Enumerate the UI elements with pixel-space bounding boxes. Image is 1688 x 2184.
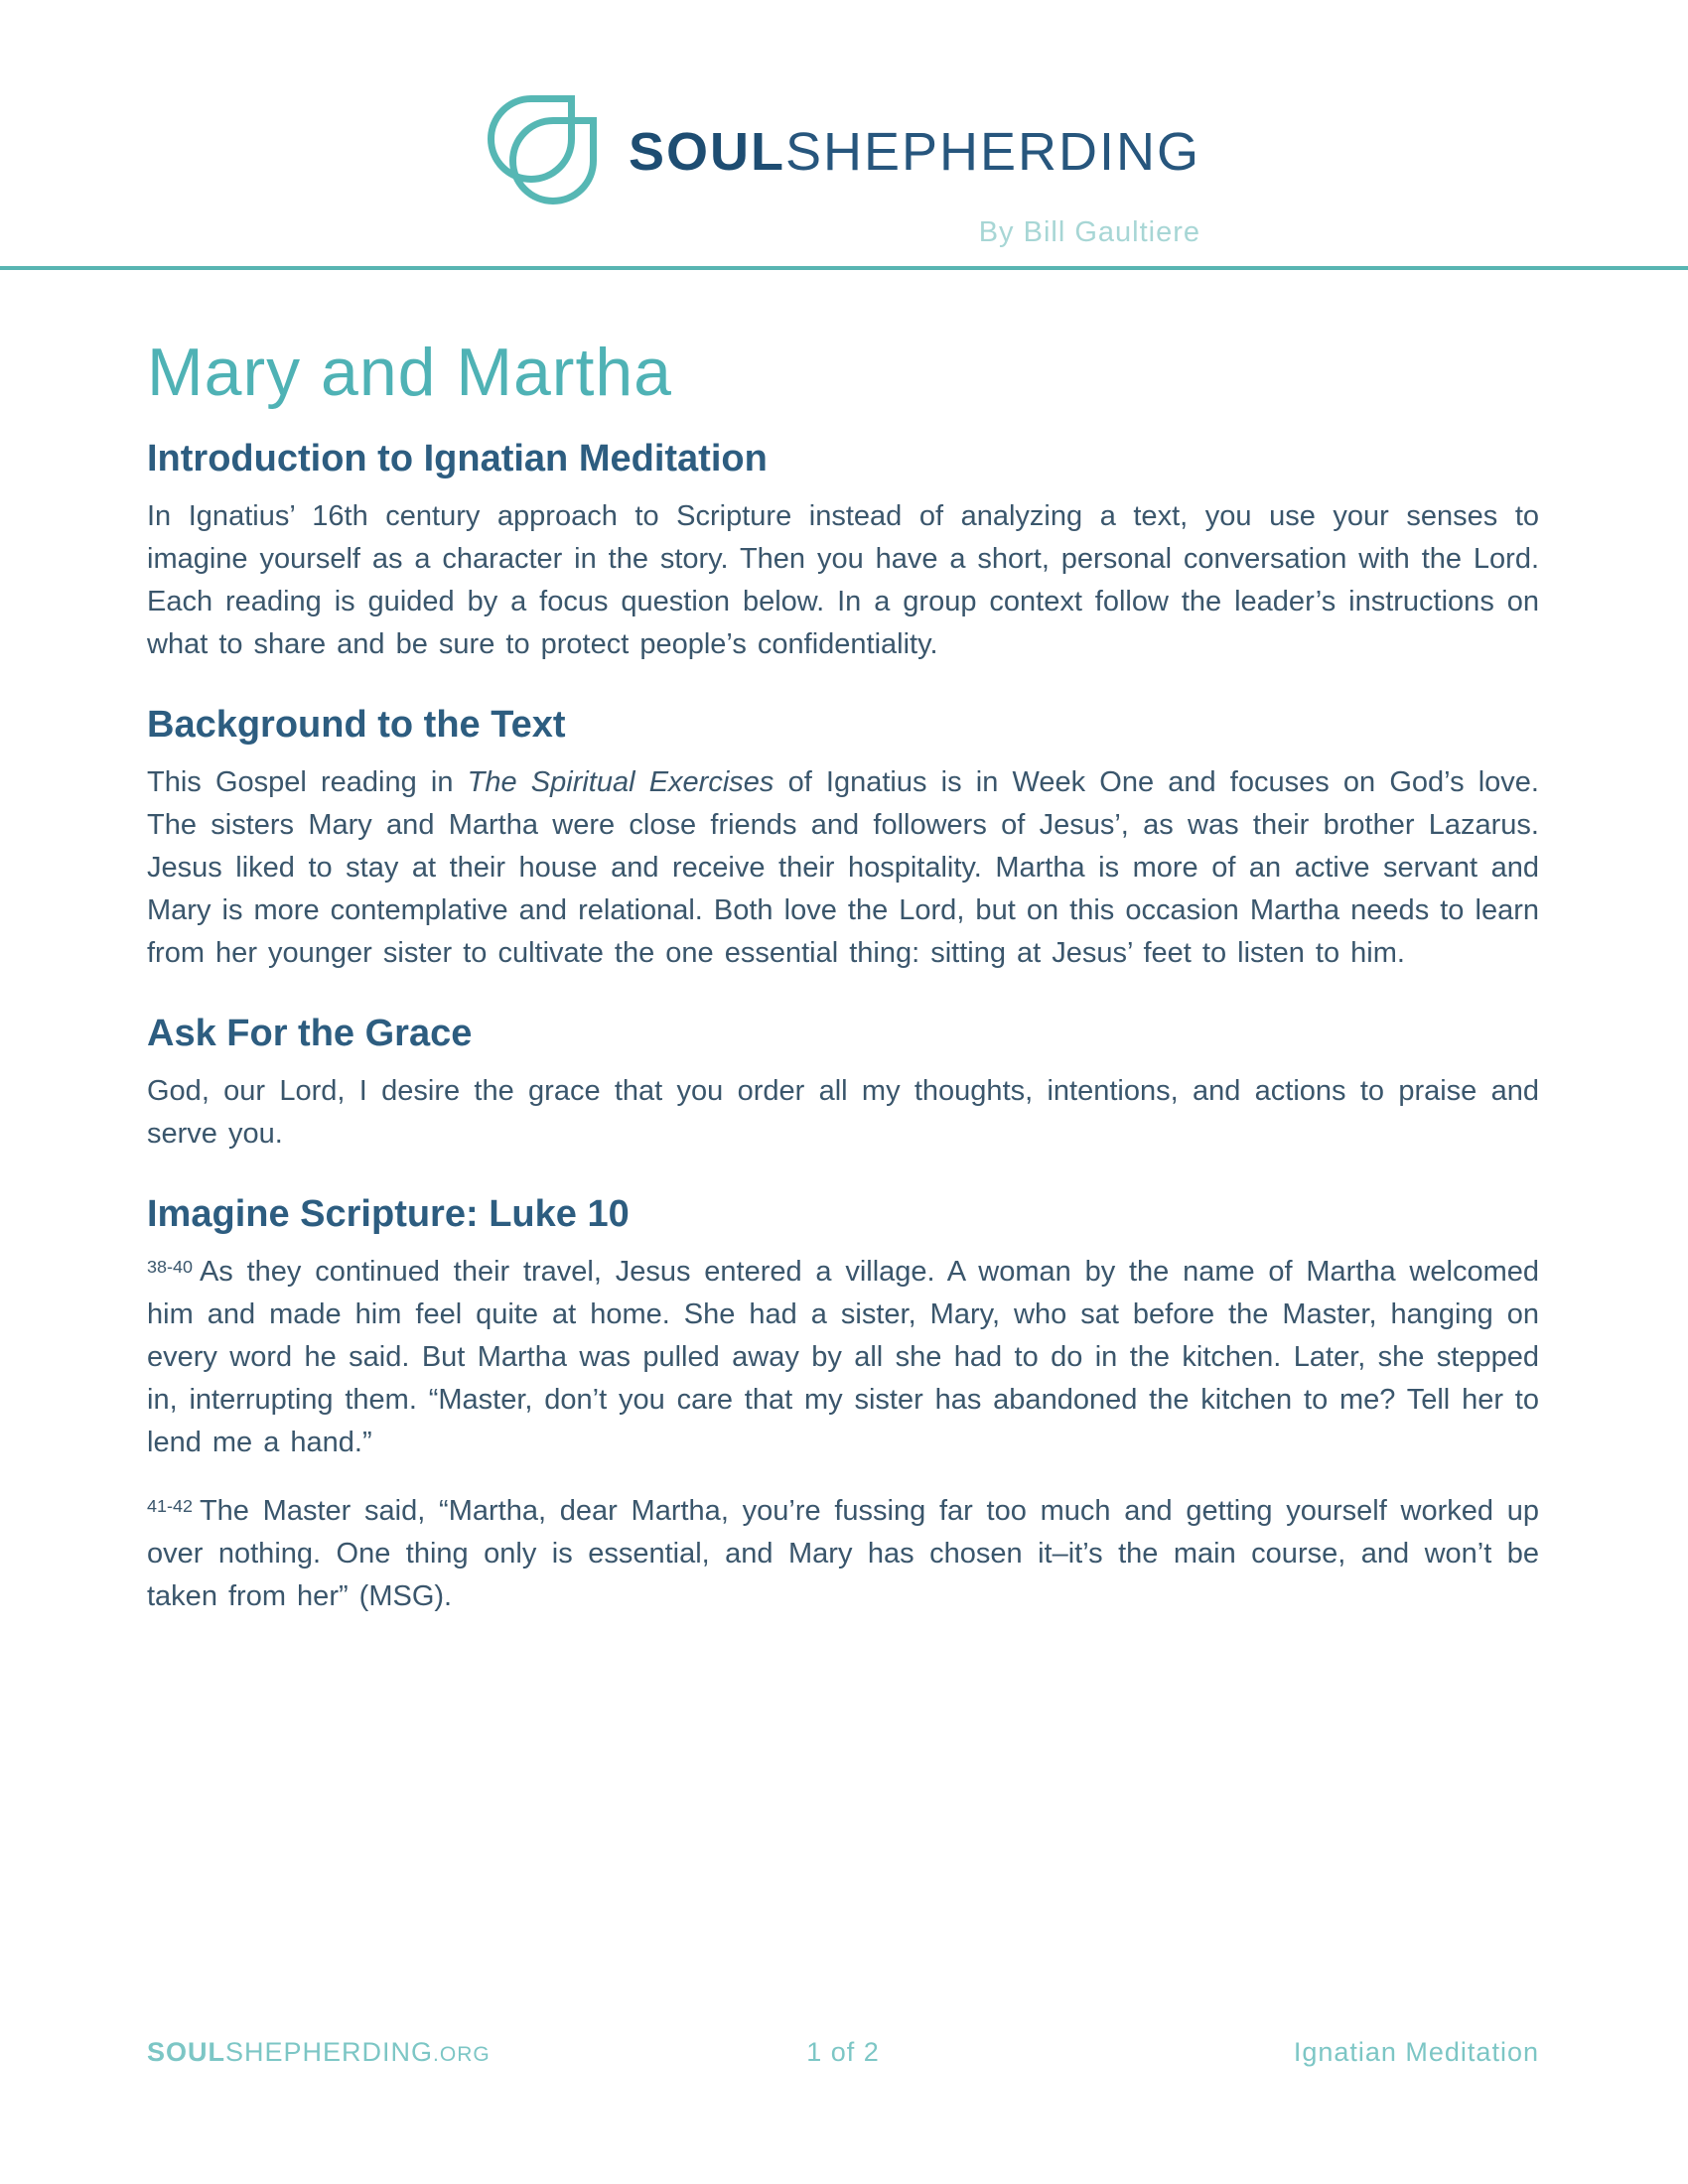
soul-shepherding-logo-icon bbox=[488, 91, 605, 212]
verse-reference-38-40: 38-40 bbox=[147, 1256, 193, 1277]
brand-block bbox=[488, 91, 1200, 249]
footer-doc-type: Ignatian Meditation bbox=[1293, 2037, 1539, 2067]
brand-wordmark bbox=[629, 121, 1200, 183]
section-heading-background: Background to the Text bbox=[147, 704, 566, 746]
paragraph-introduction: In Ignatius’ 16th century approach to Scripture instead of analyzing a text, you use your senses to imagine yourself as a character in the story. Then you have a short, personal conversation with the Lord. Each reading is guided by a focus question below. In a group context follow the leader’s instructions on what to share and be sure to protect people’s confidentiality. bbox=[147, 500, 1539, 660]
footer-site-name bbox=[147, 2037, 611, 2068]
header bbox=[0, 91, 1688, 249]
droplet-outline-front-icon bbox=[509, 117, 597, 205]
section-heading-scripture: Imagine Scripture: Luke 10 bbox=[147, 1193, 630, 1235]
scripture-passage-2 bbox=[147, 1490, 1539, 1618]
footer-site-tld: .ORG bbox=[433, 2043, 491, 2066]
page-footer bbox=[147, 2037, 1539, 2068]
document-content bbox=[147, 336, 1539, 1618]
background-text-before-italic: This Gospel reading in bbox=[147, 766, 468, 798]
brand-byline: By Bill Gaultiere bbox=[978, 216, 1201, 248]
section-heading-grace: Ask For the Grace bbox=[147, 1013, 473, 1054]
background-text-after-italic: of Ignatius is in Week One and focuses on God’s love. The sisters Mary and Martha were close friends and followers of Jesus’, as was their brother Lazarus. Jesus liked to stay at their house and receive their hospitality. Martha is more of an active servant and Mary is more contemplative and relational. Both love the Lord, but on this occasion Martha needs to learn from her younger sister to cultivate the one essential thing: sitting at Jesus’ feet to listen to him. bbox=[147, 766, 1539, 969]
footer-page-indicator: 1 of 2 bbox=[806, 2037, 880, 2067]
scripture-passage-1 bbox=[147, 1251, 1539, 1464]
header-divider-rule bbox=[0, 266, 1688, 270]
paragraph-grace: God, our Lord, I desire the grace that you order all my thoughts, intentions, and actions to praise and serve you. bbox=[147, 1075, 1539, 1150]
footer-site-shepherding: SHEPHERDING bbox=[225, 2037, 434, 2067]
scripture-text-2: The Master said, “Martha, dear Martha, you’re fussing far too much and getting yourself worked up over nothing. One thing only is essential, and Mary has chosen it–it’s the main course, and won’t be taken from her” (MSG). bbox=[147, 1495, 1539, 1612]
brand-wordmark-shepherding: SHEPHERDING bbox=[784, 122, 1201, 182]
book-title-spiritual-exercises: The Spiritual Exercises bbox=[467, 766, 774, 798]
brand-wordmark-soul: SOUL bbox=[628, 122, 785, 182]
paragraph-background bbox=[147, 761, 1539, 975]
footer-site-soul: SOUL bbox=[147, 2037, 226, 2067]
verse-reference-41-42: 41-42 bbox=[147, 1495, 193, 1516]
document-title: Mary and Martha bbox=[147, 335, 672, 410]
scripture-text-1: As they continued their travel, Jesus entered a village. A woman by the name of Martha welcomed him and made him feel quite at home. She had a sister, Mary, who sat before the Master, hanging on every word he said. But Martha was pulled away by all she had to do in the kitchen. Later, she stepped in, interrupting them. “Master, don’t you care that my sister has abandoned the kitchen to me? Tell her to lend me a hand.” bbox=[147, 1256, 1539, 1458]
section-heading-introduction: Introduction to Ignatian Meditation bbox=[147, 438, 768, 479]
